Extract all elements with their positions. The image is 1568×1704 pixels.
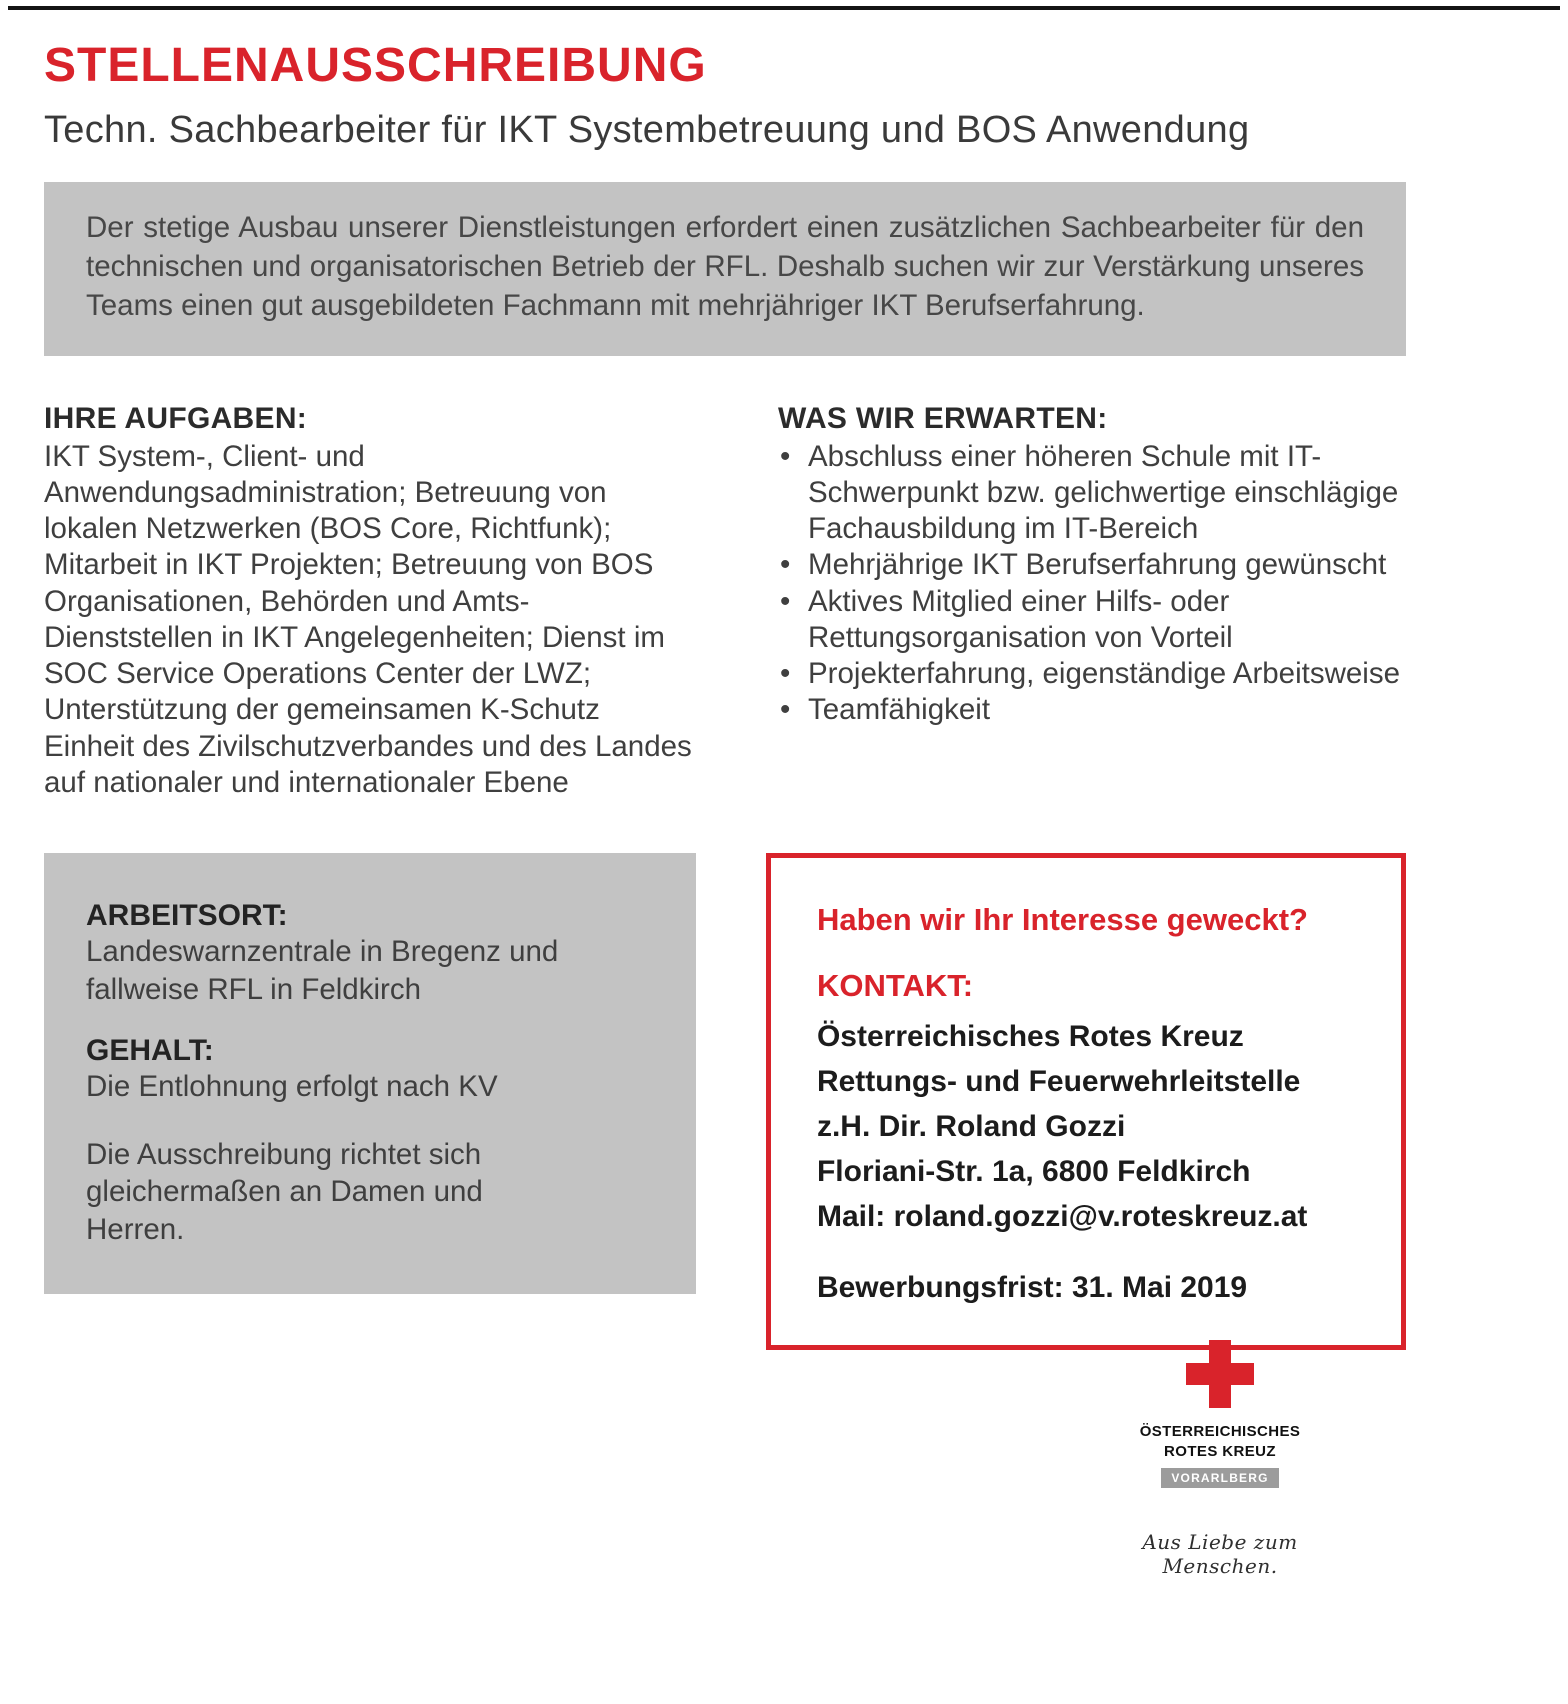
expectations-section [778, 402, 1406, 802]
contact-line-organisation: Österreichisches Rotes Kreuz [816, 1020, 1244, 1054]
workplace-heading: ARBEITSORT: [86, 899, 288, 933]
interest-heading: Haben wir Ihr Interesse geweckt? [816, 902, 1308, 938]
logo-region-badge: VORARLBERG [1161, 1468, 1278, 1488]
expectation-item: • Teamfähigkeit [778, 692, 1406, 728]
top-border-rule [8, 6, 1560, 10]
logo-text-line2: ROTES KREUZ [1164, 1443, 1276, 1461]
application-deadline: Bewerbungsfrist: 31. Mai 2019 [816, 1271, 1248, 1305]
contact-lines [817, 1014, 1355, 1239]
tasks-heading: IHRE AUFGABEN: [44, 401, 308, 435]
contact-line-person: z.H. Dir. Roland Gozzi [816, 1110, 1126, 1144]
contact-line-email: Mail: roland.gozzi@v.roteskreuz.at [816, 1200, 1308, 1234]
workplace-text: Landeswarnzentrale in Bregenz und fallweise RFL in Feldkirch [86, 935, 559, 1006]
contact-heading: KONTAKT: [816, 968, 974, 1004]
spacer [86, 1106, 654, 1136]
contact-line-department: Rettungs- und Feuerwehrleitstelle [816, 1065, 1301, 1099]
logo-slogan: Aus Liebe zum Menschen. [1142, 1529, 1298, 1578]
expectation-item: • Abschluss einer höheren Schule mit IT-Schwerpunkt bzw. gelichwertige einschlägige Fachausbildung im IT-Bereich [778, 439, 1406, 548]
bottom-section [44, 853, 1406, 1350]
intro-text: Der stetige Ausbau unserer Dienstleistungen erfordert einen zusätzlichen Sachbearbeiter für den technischen und organisatorischen Betrieb der RFL. Deshalb suchen wir zur Verstärkung unseres Teams einen gut ausgebildeten Fachmann mit mehrjähriger IKT Berufserfahrung. [86, 210, 1364, 323]
salary-text: Die Entlohnung erfolgt nach KV [86, 1070, 498, 1104]
logo-text-line1: ÖSTERREICHISCHES [1139, 1423, 1301, 1440]
expectations-list [778, 439, 1406, 729]
intro-box [44, 182, 1406, 356]
page-subtitle: Techn. Sachbearbeiter für IKT Systembetreuung und BOS Anwendung [44, 108, 1250, 151]
red-cross-icon [1186, 1340, 1254, 1408]
expectation-item: • Projekterfahrung, eigenständige Arbeitsweise [778, 656, 1406, 692]
two-column-section [44, 402, 1406, 802]
salary-heading: GEHALT: [86, 1034, 214, 1068]
tasks-section [44, 402, 696, 802]
contact-box [766, 853, 1406, 1350]
red-cross-logo [1108, 1340, 1332, 1578]
expectations-heading: WAS WIR ERWARTEN: [778, 401, 1108, 435]
expectation-item: • Mehrjährige IKT Berufserfahrung gewünscht [778, 547, 1406, 583]
details-box [44, 853, 696, 1294]
contact-line-address: Floriani-Str. 1a, 6800 Feldkirch [816, 1155, 1251, 1189]
job-ad [44, 40, 1406, 1350]
page-title: STELLENAUSSCHREIBUNG [44, 39, 707, 92]
expectation-item: • Aktives Mitglied einer Hilfs- oder Rettungsorganisation von Vorteil [778, 584, 1406, 657]
spacer [86, 1008, 654, 1034]
tasks-body: IKT System-, Client- und Anwendungsadministration; Betreuung von lokalen Netzwerken (BOS Core, Richtfunk); Mitarbeit in IKT Projekten; Betreuung von BOS Organisationen, Behörden und Amts-Dienststellen in IKT Angelegenheiten; Dienst im SOC Service Operations Center der LWZ; Unterstützung der gemeinsamen K-Schutz Einheit des Zivilschutzverbandes und des Landes auf nationaler und internationaler Ebene [44, 439, 692, 800]
equality-text: Die Ausschreibung richtet sich gleichermaßen an Damen und Herren. [86, 1137, 483, 1246]
